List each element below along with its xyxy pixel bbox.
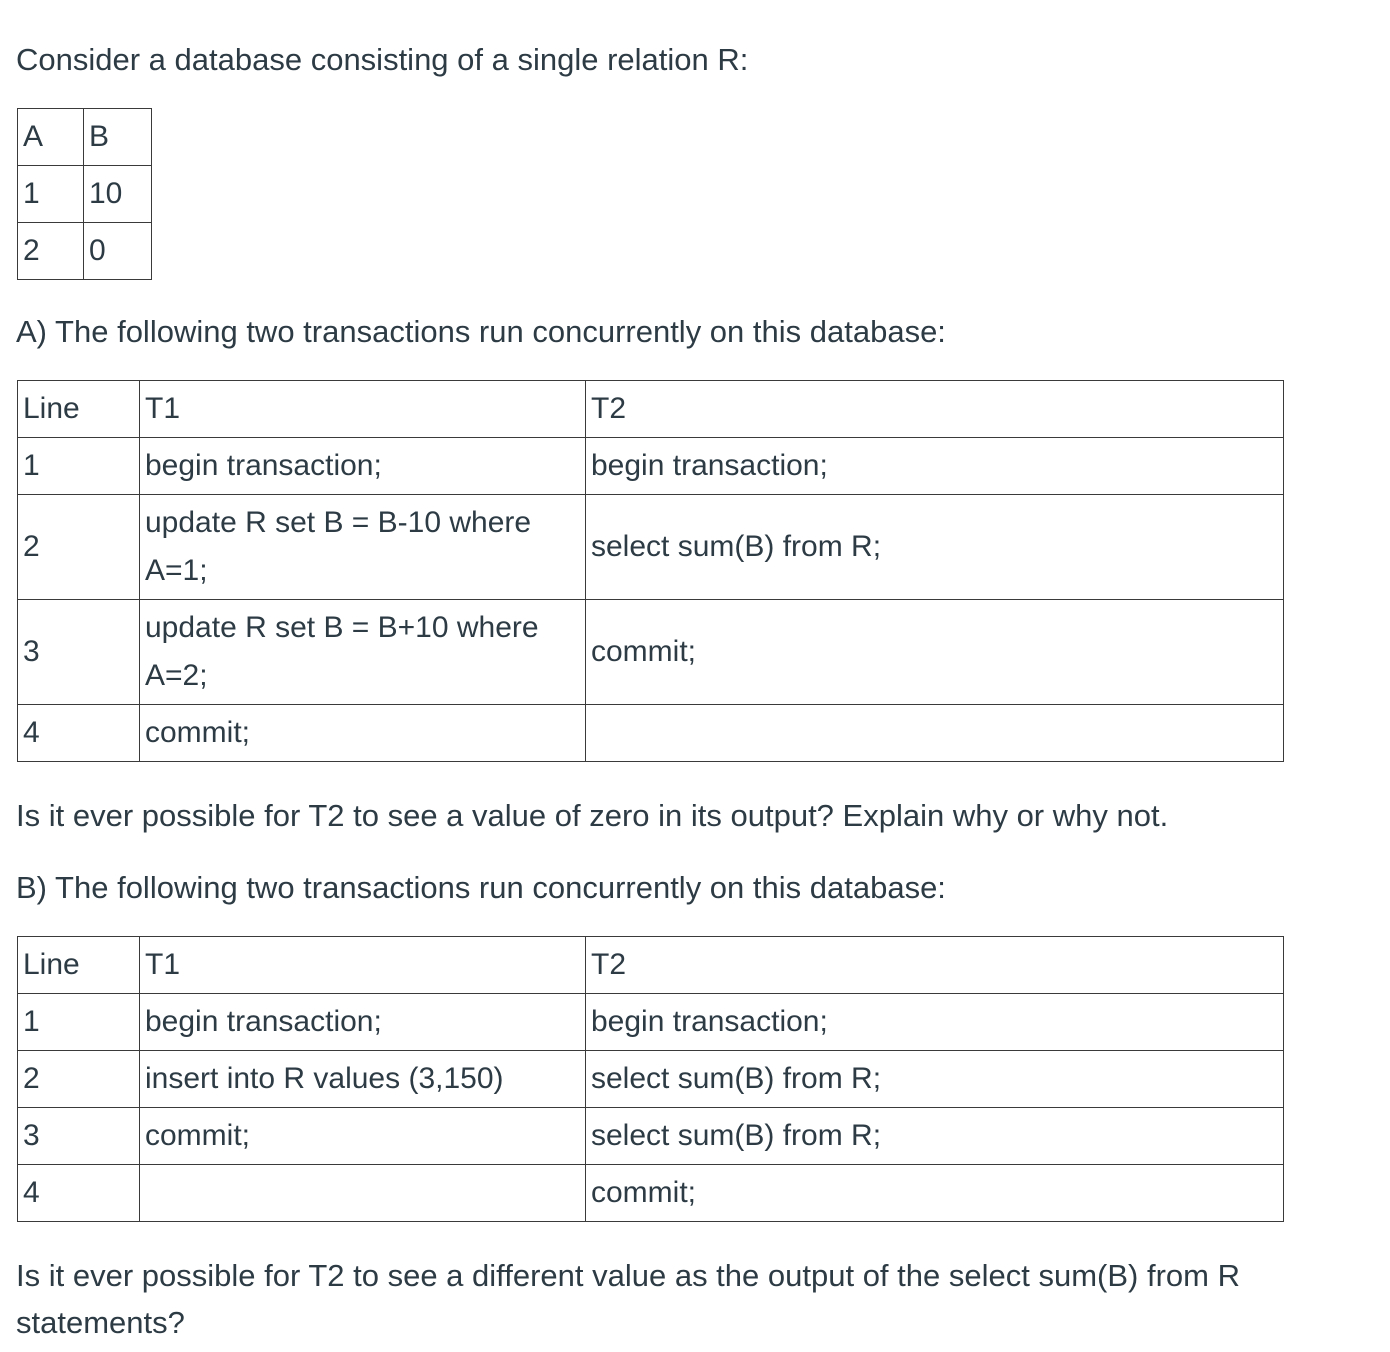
column-header-a: A [18, 109, 84, 166]
part-b-intro: B) The following two transactions run concurrently on this database: [16, 870, 946, 905]
table-row [18, 994, 1284, 1051]
column-header-t2: T2 [586, 937, 1284, 994]
cell-a: 1 [18, 166, 84, 223]
table-row [18, 705, 1284, 762]
table-header-row [18, 109, 152, 166]
column-header-line: Line [18, 937, 140, 994]
t2-cell [586, 705, 1284, 762]
t2-cell: commit; [586, 1165, 1284, 1222]
table-row [18, 223, 152, 280]
table-row [18, 438, 1284, 495]
line-number-cell: 4 [18, 705, 140, 762]
line-number-cell: 3 [18, 1108, 140, 1165]
t1-cell: commit; [140, 1108, 586, 1165]
table-row [18, 600, 1284, 705]
t2-cell: commit; [586, 600, 1284, 705]
line-number-cell: 1 [18, 438, 140, 495]
cell-a: 2 [18, 223, 84, 280]
t1-cell [140, 1165, 586, 1222]
relation-r-table [17, 108, 152, 280]
line-number-cell: 3 [18, 600, 140, 705]
column-header-t2: T2 [586, 381, 1284, 438]
t1-cell: begin transaction; [140, 438, 586, 495]
table-row [18, 166, 152, 223]
table-row [18, 495, 1284, 600]
table-header-row [18, 937, 1284, 994]
t2-cell: select sum(B) from R; [586, 495, 1284, 600]
line-number-cell: 1 [18, 994, 140, 1051]
column-header-line: Line [18, 381, 140, 438]
part-a-transactions-table [17, 380, 1284, 762]
t1-cell: begin transaction; [140, 994, 586, 1051]
cell-b: 0 [84, 223, 152, 280]
cell-b: 10 [84, 166, 152, 223]
column-header-b: B [84, 109, 152, 166]
intro-text: Consider a database consisting of a single relation R: [16, 42, 749, 77]
t2-cell: select sum(B) from R; [586, 1108, 1284, 1165]
line-number-cell: 2 [18, 495, 140, 600]
t1-cell: update R set B = B+10 where A=2; [140, 600, 586, 705]
t2-cell: begin transaction; [586, 994, 1284, 1051]
column-header-t1: T1 [140, 381, 586, 438]
line-number-cell: 4 [18, 1165, 140, 1222]
part-a-intro: A) The following two transactions run concurrently on this database: [16, 314, 946, 349]
line-number-cell: 2 [18, 1051, 140, 1108]
t1-cell: commit; [140, 705, 586, 762]
table-header-row [18, 381, 1284, 438]
table-row [18, 1051, 1284, 1108]
part-b-transactions-table [17, 936, 1284, 1222]
t2-cell: select sum(B) from R; [586, 1051, 1284, 1108]
column-header-t1: T1 [140, 937, 586, 994]
table-row [18, 1165, 1284, 1222]
table-row [18, 1108, 1284, 1165]
part-b-question: Is it ever possible for T2 to see a different value as the output of the select sum(B) from R statements? [16, 1258, 1240, 1340]
t1-cell: update R set B = B-10 where A=1; [140, 495, 586, 600]
t2-cell: begin transaction; [586, 438, 1284, 495]
t1-cell: insert into R values (3,150) [140, 1051, 586, 1108]
part-a-question: Is it ever possible for T2 to see a value of zero in its output? Explain why or why not. [16, 798, 1169, 833]
